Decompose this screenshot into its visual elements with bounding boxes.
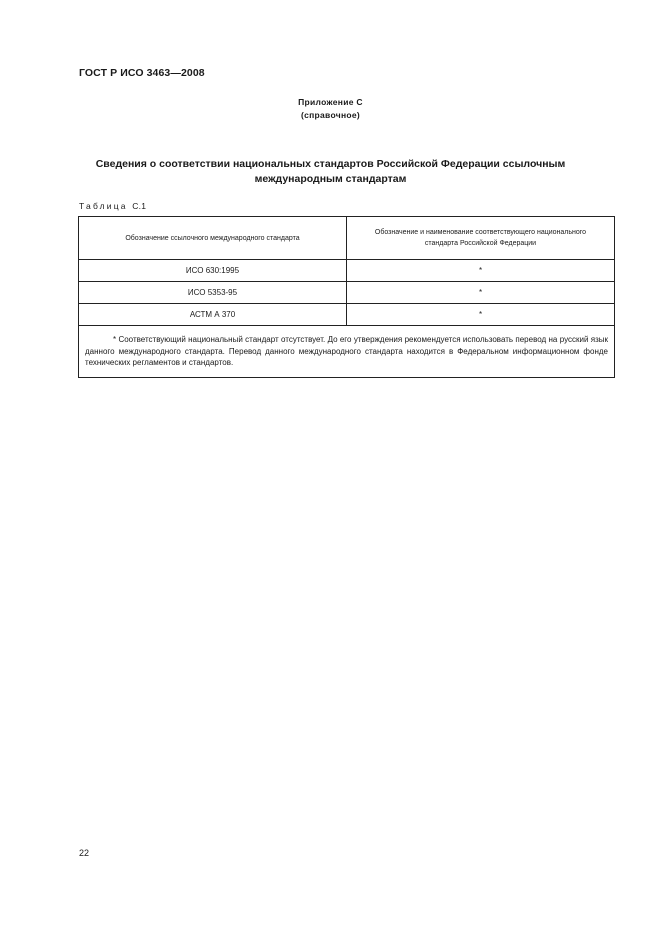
table-row <box>79 260 615 282</box>
international-standard-cell: ИСО 630:1995 <box>79 260 347 282</box>
table-row <box>79 304 615 326</box>
column-header-international-text: Обозначение ссылочного международного стандарта <box>125 234 300 242</box>
table-footnote: * Соответствующий национальный стандарт отсутствует. До его утверждения рекомендуется использовать перевод на русский язык данного международного стандарта. Перевод данного международного стандарта находится в Федеральном информационном фонде технических регламентов и стандартов. <box>79 326 615 378</box>
table-header-row <box>79 217 615 260</box>
column-header-international <box>79 217 347 260</box>
annex-type: (справочное) <box>300 110 361 120</box>
table-caption <box>79 201 146 211</box>
table-row <box>79 282 615 304</box>
national-standard-cell: * <box>347 260 615 282</box>
standard-code: ГОСТ Р ИСО 3463—2008 <box>79 67 205 79</box>
table-caption-word: Таблица <box>79 201 128 211</box>
page-number: 22 <box>79 848 90 858</box>
table-caption-number: С.1 <box>132 201 147 211</box>
column-header-national <box>347 217 615 260</box>
national-standard-cell: * <box>347 304 615 326</box>
table-footnote-row <box>79 326 615 378</box>
international-standard-cell: ИСО 5353-95 <box>79 282 347 304</box>
section-heading: Сведения о соответствии национальных стандартов Российской Федерации ссылочным международным стандартам <box>95 158 566 185</box>
correspondence-table <box>78 216 615 378</box>
column-header-national-text: Обозначение и наименование соответствующего национального стандарта Российской Федерации <box>374 229 587 247</box>
annex-title: Приложение С <box>298 97 363 107</box>
international-standard-cell: АСТМ А 370 <box>79 304 347 326</box>
national-standard-cell: * <box>347 282 615 304</box>
